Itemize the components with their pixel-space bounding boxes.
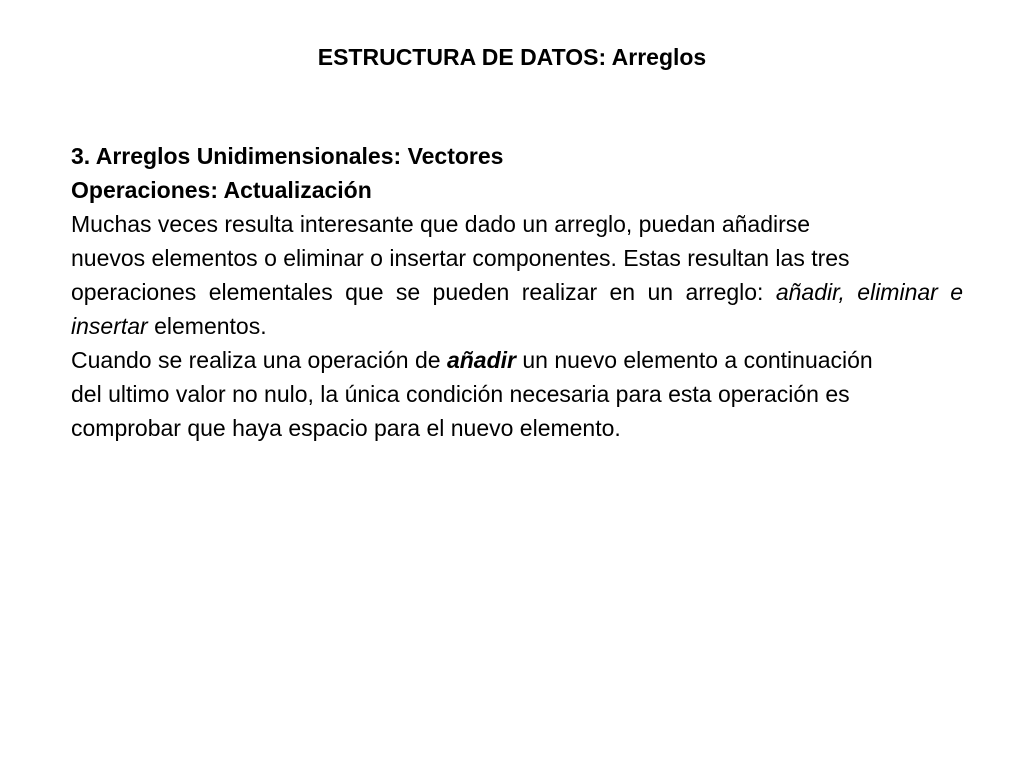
slide-body — [71, 139, 963, 445]
body-line-4-text: Cuando se realiza una operación de — [71, 347, 447, 373]
body-line-3 — [71, 275, 963, 343]
body-line-2: nuevos elementos o eliminar o insertar componentes. Estas resultan las tres — [71, 245, 850, 271]
body-line-6: comprobar que haya espacio para el nuevo elemento. — [71, 415, 621, 441]
body-line-4 — [71, 343, 963, 377]
subheading: Operaciones: Actualización — [71, 177, 372, 203]
body-line-3-end: elementos. — [147, 313, 267, 339]
add-emphasis: añadir — [446, 347, 516, 373]
body-line-3-text: operaciones elementales que se pueden realizar en un arreglo: — [71, 279, 776, 305]
operations-emphasis: añadir, eliminar e insertar — [71, 279, 963, 339]
body-line-5: del ultimo valor no nulo, la única condición necesaria para esta operación es — [71, 381, 850, 407]
body-line-1: Muchas veces resulta interesante que dado un arreglo, puedan añadirse — [71, 211, 811, 237]
slide-title: ESTRUCTURA DE DATOS: Arreglos — [317, 44, 707, 70]
section-heading: 3. Arreglos Unidimensionales: Vectores — [71, 143, 504, 169]
body-line-4-end: un nuevo elemento a continuación — [515, 347, 873, 373]
